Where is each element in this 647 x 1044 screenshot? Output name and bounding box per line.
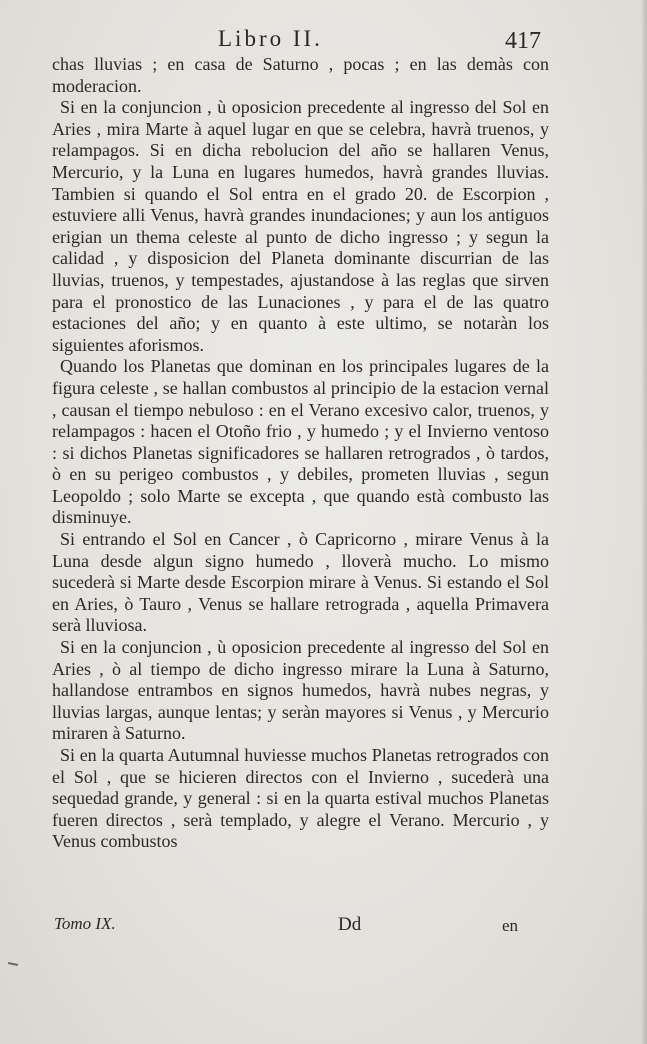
running-title: Libro II. [218, 26, 323, 51]
paragraph-5: Si en la conjuncion , ù oposicion precedente al ingresso del Sol en Aries , ò al tiempo de dicho ingresso mirare la Luna à Saturno, hallandose entrambos en signos humedos, havrà nubes negras, y lluvias largas, aunque lentas; y seràn mayores si Venus , y Mercurio miraren à Saturno. [52, 637, 549, 744]
paragraph-2: Si en la conjuncion , ù oposicion precedente al ingresso del Sol en Aries , mira Marte à aquel lugar en que se celebra, havrà truenos, y relampagos. Si en dicha rebolucion del año se hallaren Venus, Mercurio, y la Luna en lugares humedos, havrà grandes lluvias. Tambien si quando el Sol entra en el grado 20. de Escorpion , estuviere alli Venus, havrà grandes inundaciones; y aun los antiguos erigian un thema celeste al punto de dicho ingresso ; y segun la calidad , y disposicion del Planeta dominante discurrian de las lluvias, truenos, y tempestades, ajustandose à las reglas que sirven para el pronostico de las Lunaciones , y para el de las quatro estaciones del año; y en quanto à este ultimo, se notaràn los siguientes aforismos. [52, 97, 549, 355]
paragraph-3: Quando los Planetas que dominan en los principales lugares de la figura celeste , se hallan combustos al principio de la estacion vernal , causan el tiempo nebuloso : en el Verano excesivo calor, truenos, y relampagos : hacen el Otoño frio , y humedo ; y el Invierno ventoso : si dichos Planetas significadores se hallaren retrogrados , ò tardos, ò en su perigeo combustos , y debiles, prometen lluvias , segun Leopoldo ; solo Marte se excepta , que quando està combusto las disminuye. [52, 356, 549, 528]
page-header [0, 26, 647, 56]
volume-label: Tomo IX. [54, 914, 116, 933]
body-text [52, 54, 549, 853]
margin-mark [8, 962, 18, 966]
paragraph-6: Si en la quarta Autumnal huviesse muchos Planetas retrogrados con el Sol , que se hicieren directos con el Invierno , sucederà una sequedad grande, y general : si en la quarta estival muchos Planetas fueren directos , serà templado, y alegre el Verano. Mercurio , y Venus combustos [52, 745, 549, 852]
catchword: en [502, 916, 519, 935]
paragraph-1: chas lluvias ; en casa de Saturno , pocas ; en las demàs con moderacion. [52, 54, 549, 96]
paragraph-4: Si entrando el Sol en Cancer , ò Capricorno , mirare Venus à la Luna desde algun signo humedo , lloverà mucho. Lo mismo sucederà si Marte desde Escorpion mirare à Venus. Si estando el Sol en Aries, ò Tauro , Venus se hallare retrograda , aquella Primavera serà lluviosa. [52, 529, 549, 636]
signature-mark: Dd [338, 914, 362, 935]
page-number: 417 [505, 28, 541, 54]
page-edge-shadow [641, 0, 647, 1044]
page-footer [0, 914, 647, 940]
